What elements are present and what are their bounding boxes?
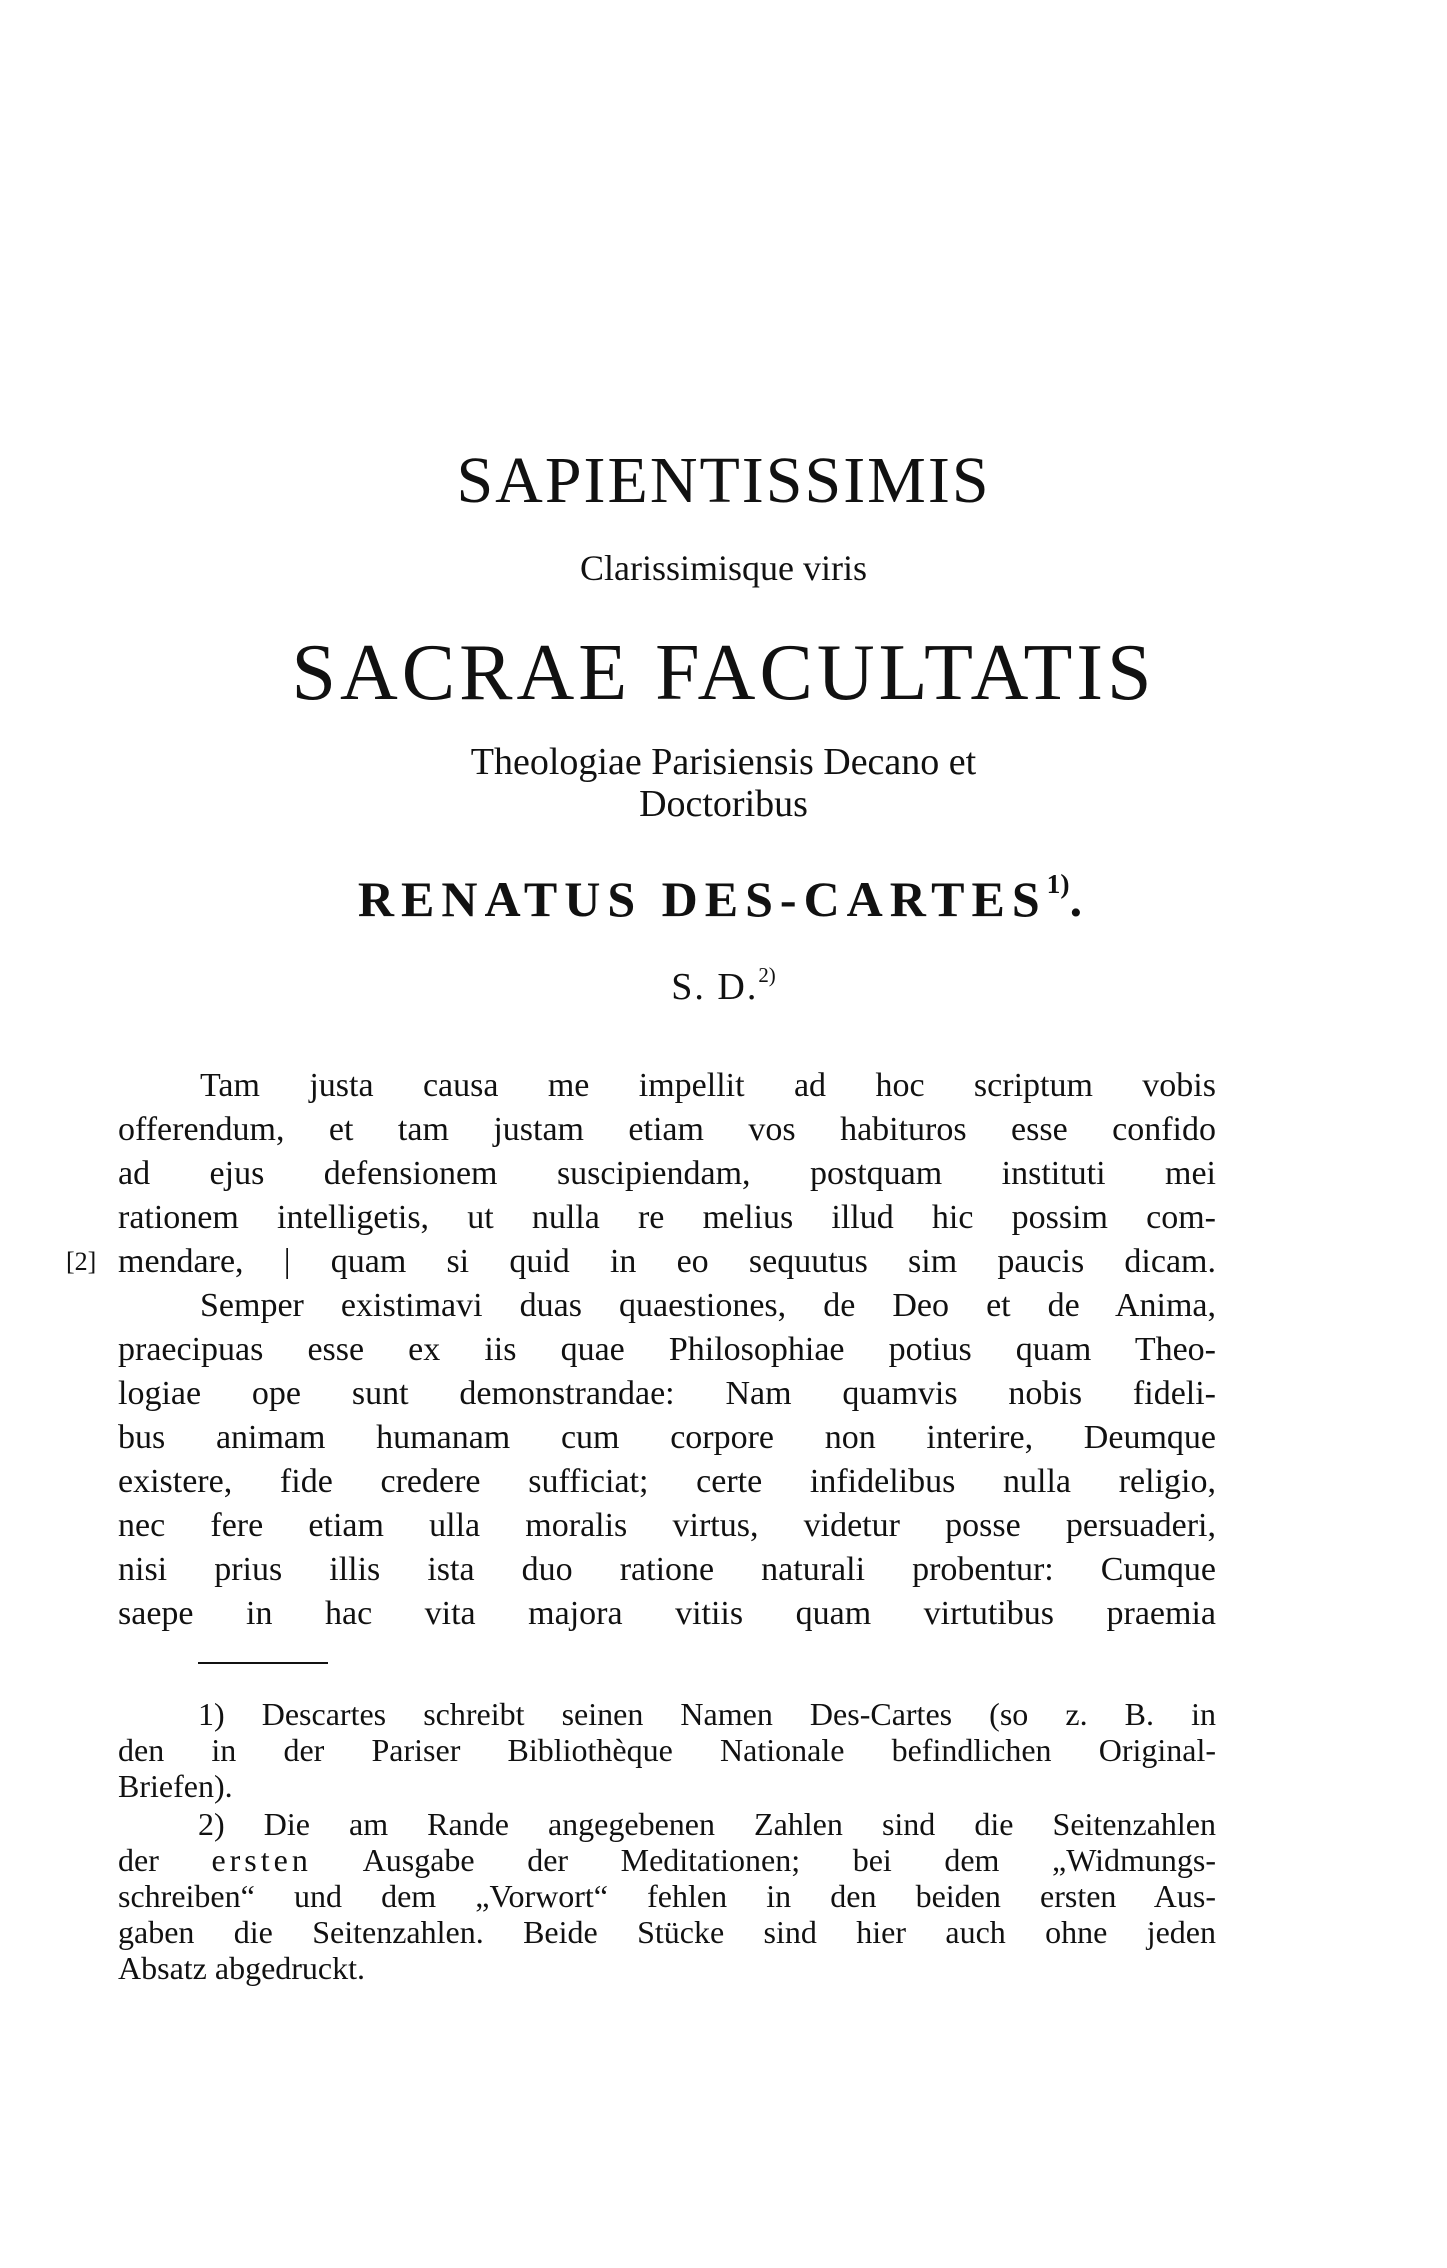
author-text: RENATUS DES-CARTES [357, 871, 1047, 927]
footnote-1-line: 1) Descartes schreibt seinen Namen Des-Cartes (so z. B. in [198, 1696, 1216, 1732]
body-line: saepe in hac vita majora vitiis quam virtutibus praemia [118, 1595, 1216, 1632]
footnote-1-line: den in der Pariser Bibliothèque Nationale befindlichen Original- [118, 1732, 1216, 1768]
salutation [0, 965, 1447, 1009]
dedication-title: SAPIENTISSIMIS [456, 444, 991, 517]
footnote-2-line: 2) Die am Rande angegebenen Zahlen sind die Seitenzahlen [198, 1806, 1216, 1842]
footnote-2-line: gaben die Seitenzahlen. Beide Stücke sind hier auch ohne jeden [118, 1914, 1216, 1950]
footnote-2-line: schreiben“ und dem „Vorwort“ fehlen in den beiden ersten Aus- [118, 1878, 1216, 1914]
body-line: Tam justa causa me impellit ad hoc scriptum vobis [200, 1067, 1216, 1104]
dedication-subtitle: Clarissimisque viris [580, 548, 867, 588]
body-line: mendare, | quam si quid in eo sequutus sim paucis dicam. [118, 1243, 1216, 1280]
footnote-ref-2: 2) [758, 963, 776, 987]
fn2-word: der [118, 1842, 159, 1878]
body-line: bus animam humanam cum corpore non interire, Deumque [118, 1419, 1216, 1456]
author-period: . [1069, 871, 1090, 927]
footnote-2-line [118, 1842, 1216, 1878]
body-line: nec fere etiam ulla moralis virtus, videtur posse persuaderi, [118, 1507, 1216, 1544]
body-line: rationem intelligetis, ut nulla re melius illud hic possim com- [118, 1199, 1216, 1236]
footnote-divider [198, 1662, 328, 1664]
fn2-rest: Ausgabe der Meditationen; bei dem „Widmungs- [362, 1842, 1217, 1878]
body-line: existere, fide credere sufficiat; certe infidelibus nulla religio, [118, 1463, 1216, 1500]
body-line: logiae ope sunt demonstrandae: Nam quamvis nobis fideli- [118, 1375, 1216, 1412]
author-name [0, 870, 1447, 928]
faculty-title: SACRAE FACULTATIS [291, 629, 1156, 717]
body-line: offerendum, et tam justam etiam vos habituros esse confido [118, 1111, 1216, 1148]
body-line: praecipuas esse ex iis quae Philosophiae potius quam Theo- [118, 1331, 1216, 1368]
margin-page-number: [2] [66, 1247, 97, 1276]
body-line: Semper existimavi duas quaestiones, de Deo et de Anima, [200, 1287, 1216, 1324]
fn2-spaced-word: ersten [211, 1842, 312, 1878]
footnote-1-line: Briefen). [118, 1768, 233, 1804]
body-line: nisi prius illis ista duo ratione naturali probentur: Cumque [118, 1551, 1216, 1588]
footnote-ref-1: 1) [1046, 868, 1070, 899]
salutation-text: S. D. [671, 966, 759, 1008]
faculty-line-2: Doctoribus [639, 783, 808, 825]
body-line: ad ejus defensionem suscipiendam, postquam instituti mei [118, 1155, 1216, 1192]
faculty-line: Theologiae Parisiensis Decano et [470, 741, 977, 783]
footnote-2-line: Absatz abgedruckt. [118, 1950, 366, 1986]
